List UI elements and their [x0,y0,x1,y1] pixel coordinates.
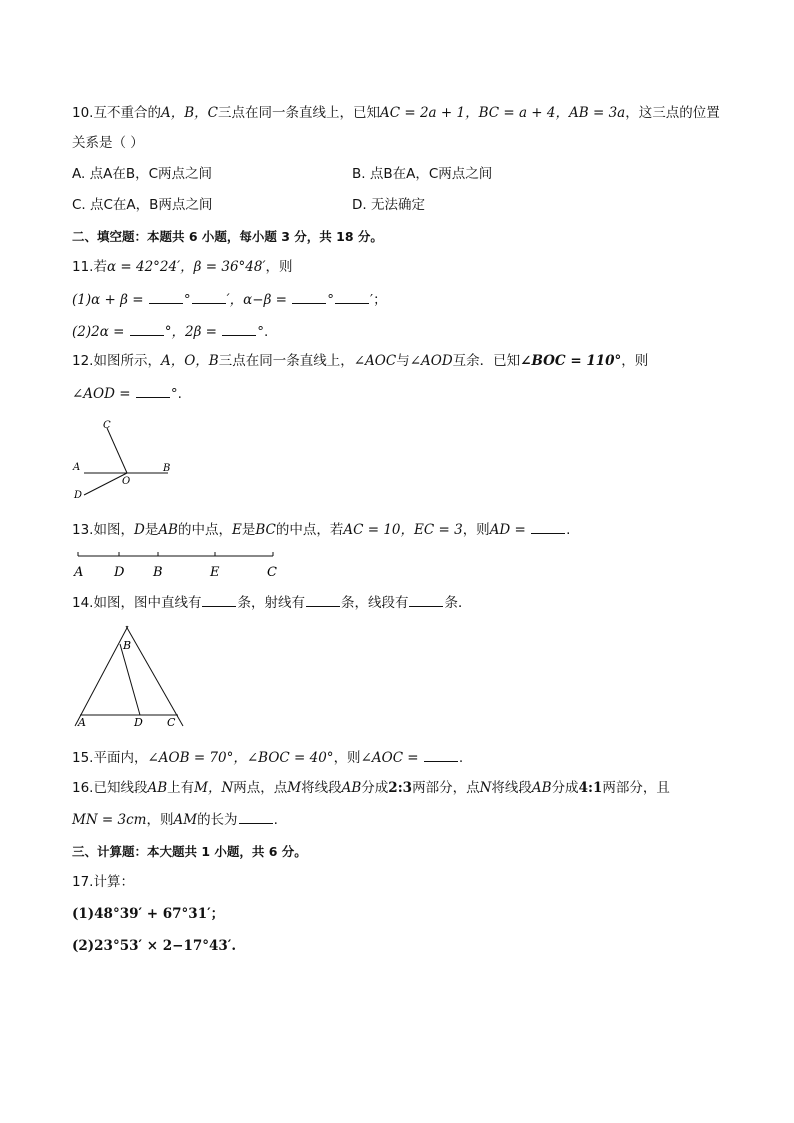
answer-blank[interactable] [424,748,458,762]
figure-q12 [70,415,180,505]
q16-text: 分成 [361,780,389,796]
q16-point: M [287,780,302,796]
q12-line1 [72,352,648,370]
q16-text: 将线段 [491,780,532,796]
q12-text: 互余．已知 [452,353,521,369]
answer-blank[interactable] [306,593,340,607]
q15-line [72,748,463,767]
answer-blank[interactable] [136,384,170,398]
figure-q13 [70,548,290,582]
q12-text: 12.如图所示， [72,353,161,369]
degree-sign: ° [327,292,335,308]
q13-answer-expr: AD = [489,522,531,538]
q16-text: ，则 [146,812,174,828]
q15-end: . [458,750,464,766]
label-a: A [74,565,84,580]
q16-text: 分成 [551,780,579,796]
q10-line2: 关系是（ ） [72,135,144,151]
label-d: D [114,565,125,580]
q16-text: 上有 [167,780,195,796]
label-a: A [73,462,81,473]
q14-text: 条． [444,595,472,611]
q10-option-b: B. 点B在A，C两点之间 [352,166,493,182]
q15-text: 15.平面内， [72,750,148,766]
q13-segment: BC [255,522,276,538]
q12-angle: ∠AOC [353,353,397,369]
q12-end: °. [170,386,182,402]
q14-text: 条，线段有 [340,595,409,611]
q11-part2-end: °. [257,324,269,340]
q16-end: . [273,812,278,828]
degree-sign: ° [183,292,191,308]
q12-points: A，O，B [160,353,219,369]
label-b: B [153,565,163,580]
answer-blank[interactable] [531,520,565,534]
answer-blank[interactable] [149,290,183,304]
q10-text: 互不重合的 [93,105,161,121]
ray-oc [107,428,127,473]
line-ab [75,626,128,726]
q14-line [72,593,471,612]
q16-text: 的长为 [197,812,238,828]
q11-part2-expr2: °，2β = [164,324,222,340]
q16-line1 [72,779,670,797]
q16-segment: AB [341,780,362,796]
answer-blank[interactable] [222,322,256,336]
q11-given: α = 42°24′，β = 36°48′ [106,259,266,275]
q11-part1-end: ′； [370,292,387,308]
q11-text: ，则 [265,259,293,275]
q13-line [72,520,570,539]
q12-angle: ∠AOD [409,353,453,369]
q10-option-d: D. 无法确定 [352,197,425,213]
q10-points: A，B，C [160,105,218,121]
q16-given: MN = 3cm [72,812,147,828]
q10-text: ，这三点的位置 [625,105,720,121]
label-a: A [78,716,86,729]
q10-equation: AC = 2a + 1，BC = a + 4，AB = 3a [379,105,626,121]
q16-segment: AM [173,812,198,828]
q13-point: E [231,522,242,538]
figure-q14 [70,622,195,732]
q11-part2-expr: (2)2α = [72,324,129,340]
q11-text: 11.若 [72,259,107,275]
answer-blank[interactable] [335,290,369,304]
q12-given: ∠BOC = 110° [520,353,622,369]
q16-points: M，N [194,780,234,796]
q13-text: 是 [241,522,256,538]
label-b: B [163,463,171,474]
q11-part1-expr: (1)α + β = [72,292,148,308]
q15-given: ∠AOB = 70°，∠BOC = 40° [147,750,334,766]
q17-part2: (2)23°53′ × 2−17°43′. [72,938,237,954]
q16-text: 两部分，且 [602,780,670,796]
q14-text: 14.如图，图中直线有 [72,595,202,611]
label-c: C [167,716,176,729]
label-d: D [134,716,143,729]
q16-ratio: 4:1 [578,780,603,796]
section2-heading: 二、填空题：本题共 6 小题，每小题 3 分，共 18 分。 [72,229,383,244]
q12-answer-expr: ∠AOD = [72,386,135,402]
q16-segment: AB [531,780,552,796]
line-bc [126,626,183,726]
q15-text: ，则 [333,750,361,766]
answer-blank[interactable] [292,290,326,304]
q10-line1 [72,104,720,122]
answer-blank[interactable] [192,290,226,304]
q17-title: 17.计算： [72,874,134,890]
q13-point: D [133,522,145,538]
q11-part2 [72,322,268,341]
answer-blank[interactable] [409,593,443,607]
q16-segment: AB [147,780,168,796]
q11-part1 [72,290,387,309]
q10-number: 10. [72,105,94,121]
q13-given: AC = 10，EC = 3 [343,522,463,538]
q13-text: 13.如图， [72,522,134,538]
q16-text: 两部分，点 [412,780,480,796]
q12-text: 三点在同一条直线上， [218,353,354,369]
q12-text: ，则 [621,353,649,369]
q16-line2 [72,810,278,829]
label-d: D [74,490,83,501]
q10-text: 三点在同一条直线上，已知 [217,105,380,121]
q16-text: 两点，点 [233,780,288,796]
q14-text: 条，射线有 [237,595,305,611]
q11-part1-expr2: ′，α−β = [226,292,292,308]
label-e: E [210,565,220,580]
ray-od [84,473,127,495]
label-b: B [123,639,132,652]
q17-part1: (1)48°39′ + 67°31′； [72,906,225,922]
q16-ratio: 2:3 [388,780,413,796]
q13-text: 是 [144,522,159,538]
answer-blank[interactable] [130,322,164,336]
section3-heading: 三、计算题：本大题共 1 小题，共 6 分。 [72,844,307,859]
q13-end: . [566,522,571,538]
q13-text: 的中点， [177,522,232,538]
answer-blank[interactable] [202,593,236,607]
q16-text: 将线段 [301,780,342,796]
q13-text: 的中点，若 [275,522,344,538]
q10-option-c: C. 点C在A，B两点之间 [72,197,213,213]
label-c: C [103,420,111,431]
q13-text: ，则 [462,522,490,538]
label-o: O [122,476,131,487]
label-c: C [267,565,277,580]
q16-text: 16.已知线段 [72,780,148,796]
q15-answer-expr: ∠AOC = [360,750,423,766]
answer-blank[interactable] [239,810,273,824]
q11-line1 [72,258,293,276]
q13-segment: AB [158,522,178,538]
segment-bd [120,644,140,715]
q12-text: 与 [396,353,410,369]
q16-point: N [479,780,492,796]
q12-line2 [72,384,182,403]
q10-option-a: A. 点A在B，C两点之间 [72,166,213,182]
